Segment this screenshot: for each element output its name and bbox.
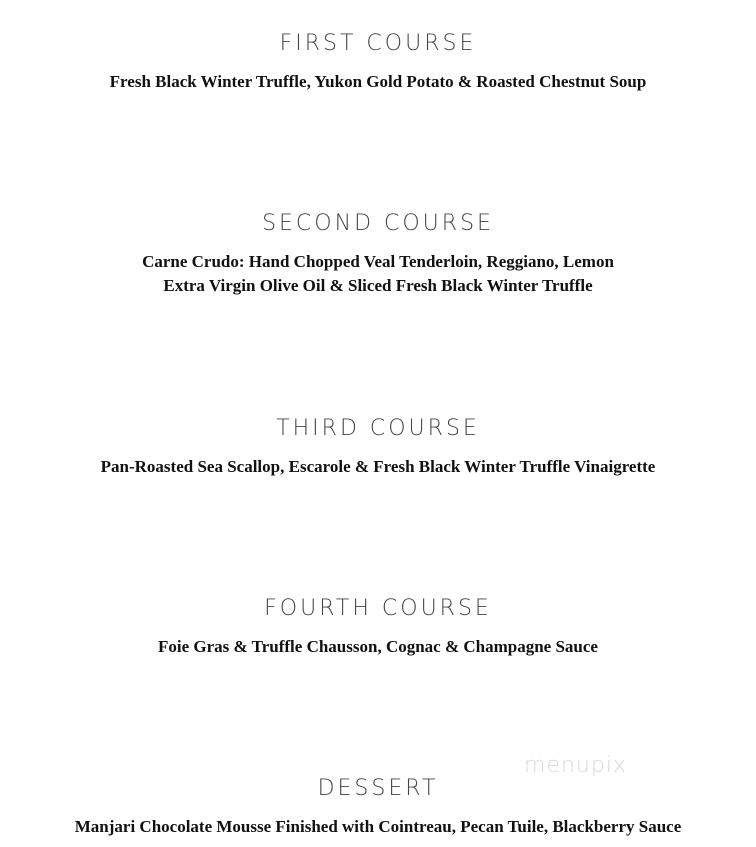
course-title: THIRD COURSE: [276, 416, 480, 441]
course-second: [0, 210, 756, 298]
dish-line: Carne Crudo: Hand Chopped Veal Tenderloin, Reggiano, Lemon: [142, 252, 614, 271]
course-dish: [0, 635, 756, 659]
dish-line: Extra Virgin Olive Oil & Sliced Fresh Black Winter Truffle: [163, 276, 593, 295]
course-title: FIRST COURSE: [279, 31, 477, 56]
course-dish: [0, 455, 756, 479]
course-first: [0, 30, 756, 94]
menupix-watermark: menupix: [524, 753, 627, 778]
dish-line: Fresh Black Winter Truffle, Yukon Gold Potato & Roasted Chestnut Soup: [109, 72, 647, 91]
dish-line: Foie Gras & Truffle Chausson, Cognac & Champagne Sauce: [158, 637, 598, 656]
dish-line: Pan-Roasted Sea Scallop, Escarole & Fresh Black Winter Truffle Vinaigrette: [100, 457, 656, 476]
course-title: SECOND COURSE: [262, 211, 494, 236]
course-dish: [0, 70, 756, 94]
course-dish: [0, 250, 756, 298]
dish-line: Manjari Chocolate Mousse Finished with Cointreau, Pecan Tuile, Blackberry Sauce: [74, 817, 682, 836]
course-third: [0, 415, 756, 479]
course-title: DESSERT: [317, 776, 439, 801]
course-dish: [0, 815, 756, 839]
course-fourth: [0, 595, 756, 659]
course-dessert: [0, 775, 756, 839]
course-title: FOURTH COURSE: [264, 596, 492, 621]
